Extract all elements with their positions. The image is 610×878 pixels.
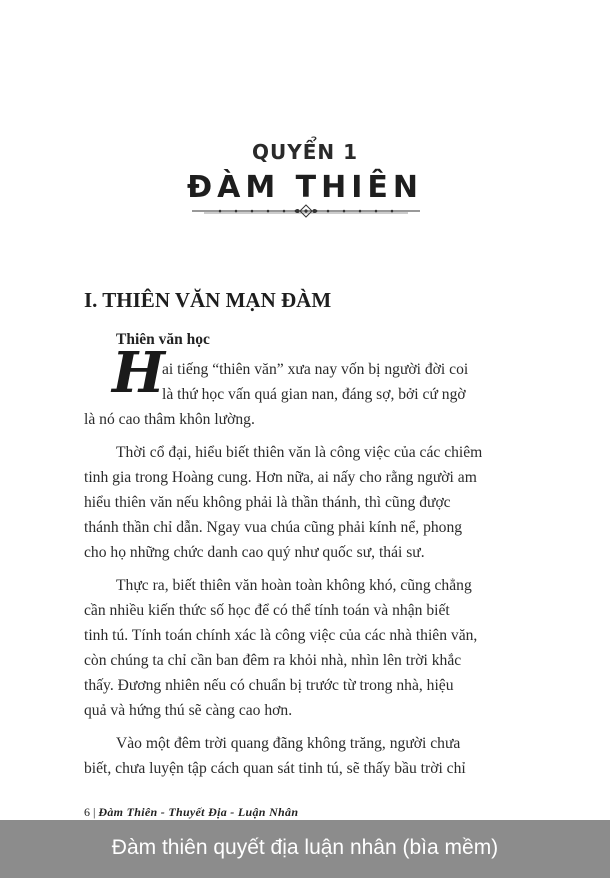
caption-text: Đàm thiên quyết địa luận nhân (bìa mềm): [111, 836, 499, 859]
text-line: quả và hứng thú sẽ càng cao hơn.: [84, 702, 293, 719]
page-number: 6: [84, 805, 90, 819]
running-title: Đàm Thiên - Thuyết Địa - Luận Nhân: [98, 805, 299, 819]
text-line: ai tiếng “thiên văn” xưa nay vốn bị người đời coi: [162, 361, 469, 378]
footer-separator: |: [93, 805, 96, 819]
ornament-divider: [190, 204, 422, 218]
subsection-heading: Thiên văn học: [116, 331, 210, 348]
part-title: ĐÀM THIÊN: [187, 170, 423, 205]
text-line: tinh gia trong Hoàng cung. Hơn nữa, ai nấy cho rằng người am: [84, 469, 477, 486]
text-line: hiểu thiên văn nếu không phải là thần thánh, thì cũng được: [84, 494, 451, 511]
text-line: là nó cao thâm khôn lường.: [84, 411, 255, 428]
caption-bar: [0, 820, 610, 878]
text-line: còn chúng ta chỉ cần ban đêm ra khỏi nhà, nhìn lên trời khắc: [84, 652, 462, 669]
text-line: là thứ học vấn quá gian nan, đáng sợ, bởi cứ ngờ: [162, 386, 466, 403]
text-line: thấy. Đương nhiên nếu có chuẩn bị trước từ trong nhà, hiệu: [84, 677, 454, 694]
section-heading: I. THIÊN VĂN MẠN ĐÀM: [84, 288, 332, 312]
page-footer: [84, 805, 298, 820]
drop-cap: H: [112, 340, 165, 406]
text-line: thánh thần chỉ dẫn. Ngay vua chúa cũng phải kính nể, phong: [84, 519, 463, 536]
text-line: tinh tú. Tính toán chính xác là công việc của các nhà thiên văn,: [84, 627, 478, 644]
text-line: Vào một đêm trời quang đãng không trăng, người chưa: [116, 735, 461, 752]
text-line: cho họ những chức danh cao quý như quốc sư, thái sư.: [84, 544, 425, 561]
text-line: cần nhiều kiến thức số học để có thể tính toán và nhận biết: [84, 602, 450, 619]
text-line: Thời cổ đại, hiểu biết thiên văn là công việc của các chiêm: [116, 444, 483, 461]
text-line: biết, chưa luyện tập cách quan sát tinh tú, sẽ thấy bầu trời chỉ: [84, 760, 466, 777]
part-label: QUYỂN 1: [251, 140, 358, 164]
text-line: Thực ra, biết thiên văn hoàn toàn không khó, cũng chẳng: [116, 577, 472, 594]
